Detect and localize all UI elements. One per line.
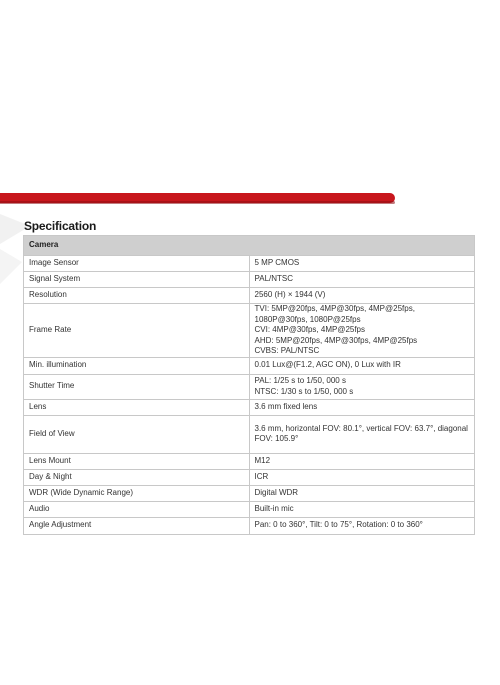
spec-label: Audio xyxy=(24,501,250,517)
table-row xyxy=(24,256,475,272)
spec-title: Specification xyxy=(24,219,97,233)
spec-value-line: NTSC: 1/30 s to 1/50, 000 s xyxy=(254,386,354,396)
spec-value xyxy=(249,501,475,517)
spec-value xyxy=(249,256,475,272)
spec-label: Frame Rate xyxy=(24,304,250,358)
table-row xyxy=(24,288,475,304)
spec-table xyxy=(23,235,475,535)
spec-label: Shutter Time xyxy=(24,374,250,399)
table-row xyxy=(24,415,475,453)
spec-value-line: Digital WDR xyxy=(254,487,299,497)
spec-value xyxy=(249,469,475,485)
spec-value xyxy=(249,453,475,469)
spec-value-line: 5 MP CMOS xyxy=(254,258,300,268)
table-row xyxy=(24,453,475,469)
table-row xyxy=(24,399,475,415)
spec-value xyxy=(249,272,475,288)
table-row xyxy=(24,357,475,374)
spec-value xyxy=(249,304,475,358)
table-row xyxy=(24,501,475,517)
spec-value-line: TVI: 5MP@20fps, 4MP@30fps, 4MP@25fps, 1080P@30fps, 1080P@25fps xyxy=(254,304,415,324)
table-row xyxy=(24,374,475,399)
spec-value xyxy=(249,288,475,304)
spec-value xyxy=(249,357,475,374)
spec-label: Lens xyxy=(24,399,250,415)
table-row xyxy=(24,485,475,501)
spec-value-line: PAL: 1/25 s to 1/50, 000 s xyxy=(254,376,346,385)
table-row xyxy=(24,304,475,358)
spec-value-line: PAL/NTSC xyxy=(254,274,294,284)
spec-label: WDR (Wide Dynamic Range) xyxy=(24,485,250,501)
spec-value-line: CVI: 4MP@30fps, 4MP@25fps xyxy=(254,325,366,334)
red-accent-band-shadow xyxy=(0,201,395,204)
spec-label: Day & Night xyxy=(24,469,250,485)
spec-label: Min. illumination xyxy=(24,357,250,374)
table-row xyxy=(24,517,475,534)
spec-value-line: Built-in mic xyxy=(254,503,294,513)
spec-value xyxy=(249,415,475,453)
spec-value xyxy=(249,374,475,399)
spec-value-line: 3.6 mm fixed lens xyxy=(254,401,318,411)
table-row xyxy=(24,469,475,485)
spec-label: Signal System xyxy=(24,272,250,288)
spec-value-line: 0.01 Lux@(F1.2, AGC ON), 0 Lux with IR xyxy=(254,360,401,370)
spec-value xyxy=(249,485,475,501)
spec-label: Image Sensor xyxy=(24,256,250,272)
spec-label: Resolution xyxy=(24,288,250,304)
spec-value-line: Pan: 0 to 360°, Tilt: 0 to 75°, Rotation: 0 to 360° xyxy=(254,520,423,530)
spec-value-line: CVBS: PAL/NTSC xyxy=(254,346,320,355)
spec-value-line: M12 xyxy=(254,455,271,465)
spec-value-line: 2560 (H) × 1944 (V) xyxy=(254,290,326,300)
spec-label: Angle Adjustment xyxy=(24,517,250,534)
section-header-row xyxy=(24,236,475,256)
spec-value-line: ICR xyxy=(254,471,269,481)
spec-label: Field of View xyxy=(24,415,250,453)
table-row xyxy=(24,272,475,288)
spec-value-line: AHD: 5MP@20fps, 4MP@30fps, 4MP@25fps xyxy=(254,335,418,345)
spec-value xyxy=(249,517,475,534)
spec-label: Lens Mount xyxy=(24,453,250,469)
spec-value-line: 3.6 mm, horizontal FOV: 80.1°, vertical FOV: 63.7°, diagonal FOV: 105.9° xyxy=(254,423,468,443)
section-header: Camera xyxy=(24,236,475,256)
spec-value xyxy=(249,399,475,415)
